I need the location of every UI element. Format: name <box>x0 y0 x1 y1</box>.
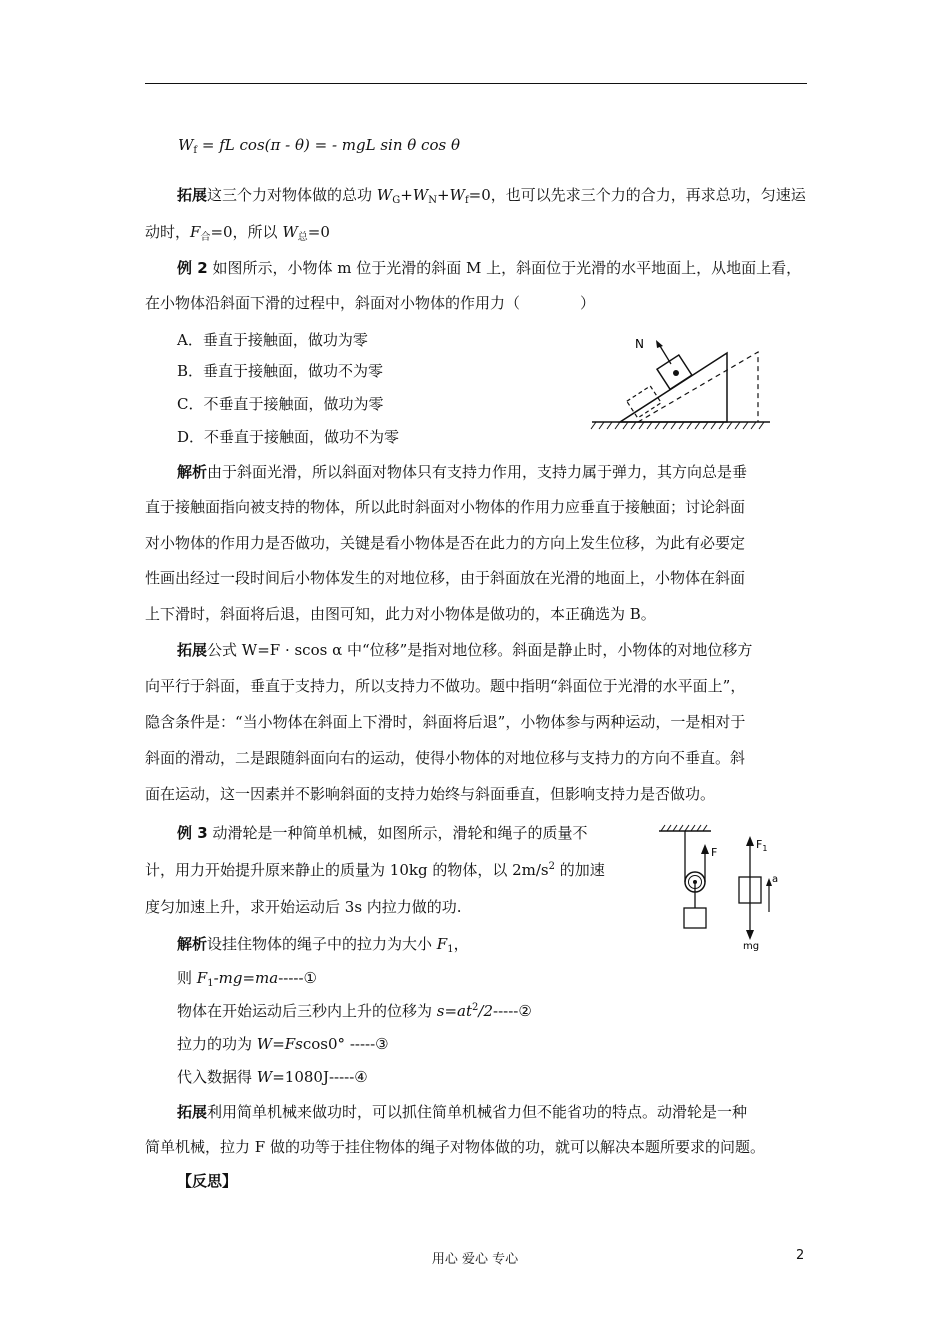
force-f1-label: $F_1$ <box>756 838 768 853</box>
normal-force-label: N <box>635 337 644 351</box>
page-number: 2 <box>796 1248 805 1263</box>
option-c: C．不垂直于接触面，做功为零 <box>177 395 384 413</box>
formula-wf: $W_f$ = fL cos(π - θ) = - mgL sin θ cos θ <box>178 136 460 156</box>
analysis-2-line-4: 性画出经过一段时间后小物体发生的对地位移，由于斜面放在光滑的地面上，小物体在斜面 <box>145 569 746 587</box>
extension-3-line-1: 拓展利用简单机械来做功时，可以抓住简单机械省力但不能省功的特点。动滑轮是一种 <box>177 1103 748 1121</box>
pulley-figure <box>655 822 785 952</box>
extension-3-line-2: 简单机械，拉力 F 做的功等于挂住物体的绳子对物体做的功，就可以解决本题所要求的问题。 <box>145 1138 765 1156</box>
analysis-3-eq-1: 则 $F_1-mg=ma-----①$ <box>177 969 318 989</box>
force-f-label: F <box>711 846 718 859</box>
analysis-2-line-3: 对小物体的作用力是否做功，关键是看小物体是否在此力的方向上发生位移，为此有必要定 <box>145 534 746 552</box>
analysis-3-eq-2: 物体在开始运动后三秒内上升的位移为 $s=at^2/2-----②$ <box>177 1002 532 1020</box>
extension-1-line-2: 动时，$F_合=0$，所以 $W_总=0$ <box>145 223 330 243</box>
header-rule <box>145 83 807 84</box>
footer-motto: 用心 爱心 专心 <box>431 1252 519 1267</box>
analysis-3-eq-4: 代入数据得 W=1080J-----④ <box>177 1068 368 1086</box>
gravity-label: mg <box>743 941 760 952</box>
option-d: D．不垂直于接触面，做功不为零 <box>177 428 400 446</box>
example-3-line-1: 例 3 动滑轮是一种简单机械，如图所示，滑轮和绳子的质量不 <box>177 824 588 842</box>
analysis-3-eq-3: 拉力的功为 W=Fscos0° -----③ <box>177 1035 389 1053</box>
example-2-line-2: 在小物体沿斜面下滑的过程中，斜面对小物体的作用力（ ） <box>145 294 596 312</box>
example-3-line-2: 计，用力开始提升原来静止的质量为 10kg 的物体，以 $2m/s^2$ 的加速 <box>145 861 605 879</box>
extension-2-line-3: 隐含条件是：“当小物体在斜面上下滑时，斜面将后退”，小物体参与两种运动，一是相对于 <box>145 713 746 731</box>
reflection-heading: 【反思】 <box>177 1172 238 1190</box>
option-b: B．垂直于接触面，做功不为零 <box>177 362 384 380</box>
analysis-2-line-1: 解析由于斜面光滑，所以斜面对物体只有支持力作用，支持力属于弹力，其方向总是垂 <box>177 463 748 481</box>
analysis-2-line-2: 直于接触面指向被支持的物体，所以此时斜面对小物体的作用力应垂直于接触面；讨论斜面 <box>145 498 746 516</box>
acceleration-label: a <box>772 874 779 885</box>
example-2-line-1: 例 2 如图所示，小物体 m 位于光滑的斜面 M 上，斜面位于光滑的水平地面上，从地面上看， <box>177 259 802 277</box>
extension-1-line-1: 拓展这三个力对物体做的总功 $W_G+W_N+W_f=0$，也可以先求三个力的合力，再求总功，匀速运 <box>177 186 806 206</box>
analysis-3-line-1: 解析设挂住物体的绳子中的拉力为大小 $F_1$， <box>177 935 469 955</box>
extension-2-line-4: 斜面的滑动，二是跟随斜面向右的运动，使得小物体的对地位移与支持力的方向不垂直。斜 <box>145 749 746 767</box>
option-a: A．垂直于接触面，做功为零 <box>177 331 368 349</box>
example-3-line-3: 度匀加速上升，求开始运动后 3s 内拉力做的功. <box>145 898 462 916</box>
extension-2-line-2: 向平行于斜面，垂直于支持力，所以支持力不做功。题中指明“斜面位于光滑的水平面上”， <box>145 677 746 695</box>
extension-2-line-5: 面在运动，这一因素并不影响斜面的支持力始终与斜面垂直，但影响支持力是否做功。 <box>145 785 716 803</box>
extension-2-line-1: 拓展公式 W=F · scos α 中“位移”是指对地位移。斜面是静止时，小物体的对地位移方 <box>177 641 753 659</box>
analysis-2-line-5: 上下滑时，斜面将后退，由图可知，此力对小物体是做功的，本正确选为 B。 <box>145 605 656 623</box>
incline-figure <box>590 330 775 435</box>
